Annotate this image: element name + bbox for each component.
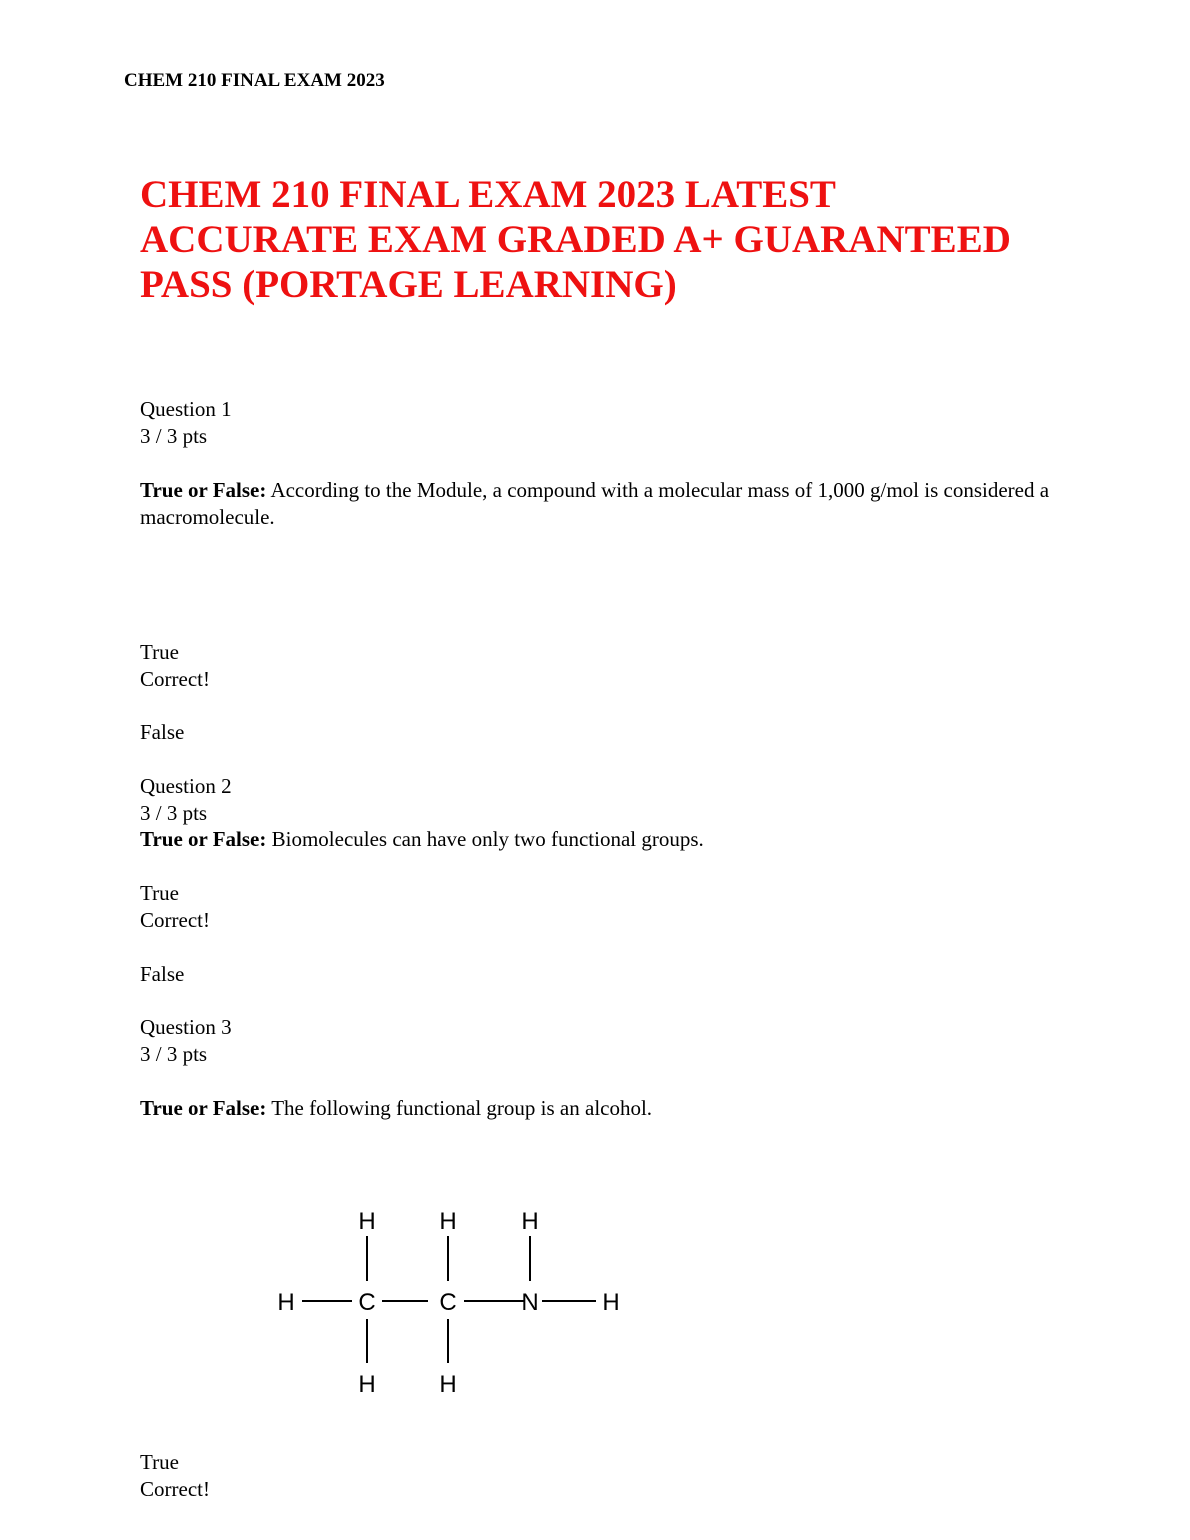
question-2-score: 3 / 3 pts <box>140 801 208 825</box>
question-3-feedback: Correct! <box>140 1477 210 1501</box>
question-3-option-true[interactable]: True <box>140 1450 179 1474</box>
question-1-text <box>140 477 1060 531</box>
title-line: ACCURATE EXAM GRADED A+ GUARANTEED <box>140 218 1011 261</box>
title-line: PASS (PORTAGE LEARNING) <box>140 263 677 306</box>
question-1-option-false[interactable]: False <box>140 720 185 744</box>
question-body: According to the Module, a compound with a molecular mass of 1,000 g/mol is considered a macromolecule. <box>140 478 1050 529</box>
atom-h: H <box>358 1208 376 1235</box>
atom-h: H <box>358 1371 376 1398</box>
question-3-text <box>140 1095 1060 1122</box>
question-body: The following functional group is an alcohol. <box>266 1096 653 1120</box>
question-2-feedback: Correct! <box>140 908 210 932</box>
atom-c: C <box>439 1289 457 1316</box>
atom-n: N <box>521 1289 539 1316</box>
document-title <box>140 172 1100 307</box>
atom-h: H <box>439 1208 457 1235</box>
title-line: CHEM 210 FINAL EXAM 2023 LATEST <box>140 173 836 216</box>
question-2-option-false[interactable]: False <box>140 962 185 986</box>
question-1-label: Question 1 <box>140 397 232 421</box>
question-prefix: True or False: <box>140 478 267 502</box>
atom-h: H <box>277 1289 295 1316</box>
question-prefix: True or False: <box>140 1096 267 1120</box>
question-3-score: 3 / 3 pts <box>140 1042 208 1066</box>
atom-h: H <box>439 1371 457 1398</box>
atom-h: H <box>521 1208 539 1235</box>
question-prefix: True or False: <box>140 827 267 851</box>
question-1-option-true[interactable]: True <box>140 640 179 664</box>
question-2-label: Question 2 <box>140 774 232 798</box>
question-2-option-true[interactable]: True <box>140 881 179 905</box>
atom-c: C <box>358 1289 376 1316</box>
atom-h: H <box>602 1289 620 1316</box>
question-2-text <box>140 826 1060 853</box>
question-1-feedback: Correct! <box>140 667 210 691</box>
running-header: CHEM 210 FINAL EXAM 2023 <box>124 70 385 91</box>
question-3-label: Question 3 <box>140 1015 232 1039</box>
question-1-score: 3 / 3 pts <box>140 424 208 448</box>
question-body: Biomolecules can have only two functional groups. <box>266 827 704 851</box>
structural-formula-diagram <box>130 1195 620 1405</box>
